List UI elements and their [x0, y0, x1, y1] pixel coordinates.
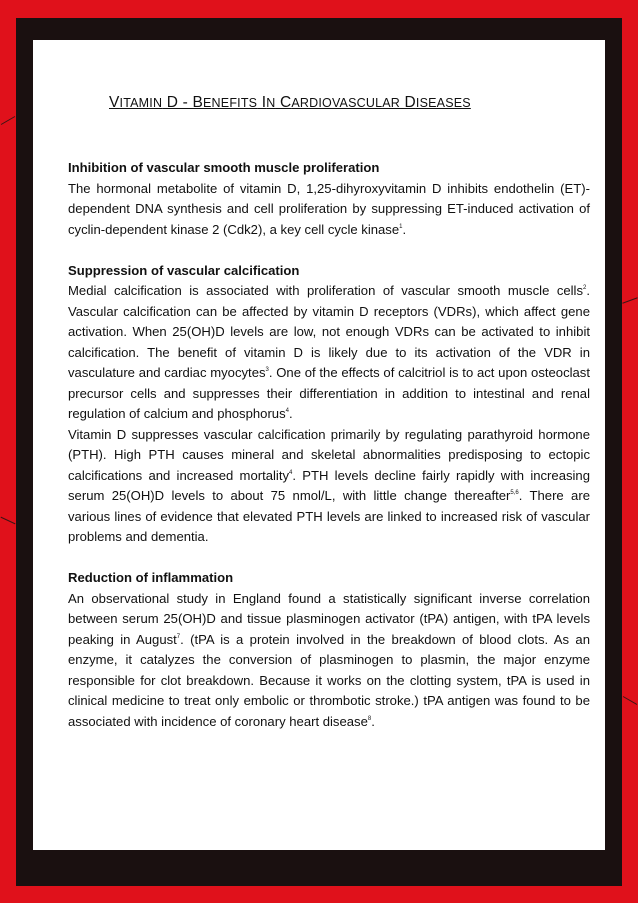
paragraph-text: .	[402, 221, 407, 237]
paragraph-text: . Vascular calcification can be affected by vitamin D receptors (VDRs), which affect gene activation. When 25(OH)D levels are low, not enough VDRs can be activated to inhibit calcification. The benefit of vitamin D is likely due to its activation of the VDR in vasculature and cardiac myocytes	[68, 283, 590, 380]
page-title	[109, 94, 589, 112]
decorative-line	[1, 116, 15, 125]
paragraph-text: .	[371, 713, 375, 729]
title-part: ARDIOVASCULAR	[291, 96, 401, 110]
citation-ref: 8	[367, 715, 372, 722]
paragraph-inhibition	[68, 179, 590, 241]
paragraph-text: An observational study in England found a statistically significant inverse correlation between serum 25(OH)D and tissue plasminogen activator (tPA) antigen, with tPA levels peaking in August	[68, 590, 590, 647]
citation-ref: 3	[265, 367, 269, 373]
citation-ref: 2	[583, 285, 587, 291]
title-part: ITAMIN	[119, 96, 163, 110]
document-body	[68, 158, 590, 732]
paragraph-text: . One of the effects of calcitriol is to act upon osteoclast precursor cells and suppresses their differentiation in addition to intestinal and renal regulation of calcium and phosphorus	[68, 365, 590, 421]
paragraph-inflammation	[68, 589, 590, 733]
paragraph-text: . PTH levels decline fairly rapidly with increasing serum 25(OH)D levels to about 75 nmol/L, with little change thereafter	[68, 467, 590, 503]
decorative-line	[623, 696, 637, 705]
citation-ref: 5,6	[510, 490, 519, 496]
paragraph-text: The hormonal metabolite of vitamin D, 1,25-dihyroxyvitamin D inhibits endothelin (ET)-dependent DNA synthesis and cell proliferation by suppressing ET-induced activation of cyclin-dependent kinase 2 (Cdk2), a key cell cycle kinase	[68, 180, 590, 237]
title-part: D	[400, 94, 416, 111]
title-part: ENEFITS	[203, 96, 258, 110]
citation-ref: 1	[399, 223, 403, 230]
section-heading-calcification: Suppression of vascular calcification	[68, 262, 300, 278]
citation-ref: 7	[176, 633, 181, 640]
paragraph-calcification-2	[68, 425, 590, 548]
decorative-line	[1, 517, 16, 525]
paragraph-text: .	[288, 406, 293, 421]
paragraph-text: Vitamin D suppresses vascular calcification primarily by regulating parathyroid hormone (PTH). High PTH causes mineral and skeletal abnormalities predisposing to ectopic calcifications and increased mortality	[68, 426, 590, 483]
citation-ref: 4	[289, 469, 293, 476]
paragraph-text: . (tPA is a protein involved in the breakdown of blood clots. As an enzyme, it catalyzes the conversion of plasminogen to plasmin, the major enzyme responsible for clot breakdown. Because it works on the clotting system, tPA is used in clinical medicine to treat only embolic or thrombotic stroke.) tPA antigen was found to be associated with incidence of coronary heart disease	[68, 631, 590, 729]
section-heading-inhibition: Inhibition of vascular smooth muscle proliferation	[68, 160, 380, 175]
title-part: ISEASES	[415, 96, 471, 110]
title-part: C	[275, 94, 292, 111]
decorative-line	[622, 297, 637, 303]
section-heading-inflammation: Reduction of inflammation	[68, 570, 234, 585]
citation-ref: 4	[285, 408, 289, 414]
title-part: V	[109, 94, 120, 111]
paragraph-calcification-1	[68, 281, 590, 425]
document-page	[33, 40, 605, 850]
title-part: I	[257, 94, 267, 111]
title-part: N	[266, 96, 276, 110]
paragraph-text: . There are various lines of evidence that elevated PTH levels are linked to increased risk of vascular problems and dementia.	[68, 488, 590, 544]
title-part: D - B	[162, 94, 204, 111]
paragraph-text: Medial calcification is associated with proliferation of vascular smooth muscle cells	[68, 283, 584, 298]
